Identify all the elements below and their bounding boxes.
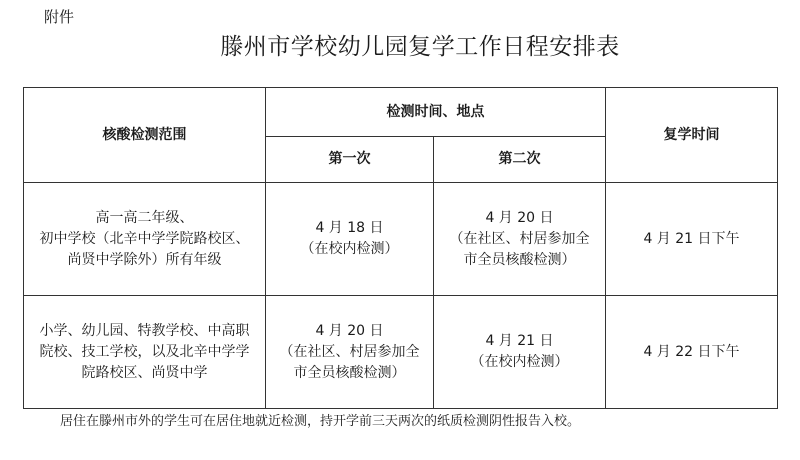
footnote: 居住在滕州市外的学生可在居住地就近检测，持开学前三天两次的纸质检测阴性报告入校。: [60, 414, 581, 429]
header-time-place: 检测时间、地点: [266, 88, 606, 137]
cell-line: 尚贤中学除外）所有年级: [67, 251, 222, 268]
attachment-label: 附件: [44, 8, 75, 26]
cell-line: 小学、幼儿园、特教学校、中高职: [39, 322, 250, 339]
cell-line: 市全员核酸检测）: [463, 251, 576, 268]
scope-cell: [24, 296, 266, 409]
scope-cell: [24, 183, 266, 296]
resume-time-cell: 4 月 21 日下午: [606, 183, 778, 296]
cell-line: 市全员核酸检测）: [293, 364, 406, 381]
second-test-cell: [434, 183, 606, 296]
first-test-cell: [266, 183, 434, 296]
cell-line: 4 月 20 日: [485, 209, 554, 226]
schedule-table: [23, 87, 778, 409]
cell-line: 院校、技工学校，以及北辛中学学: [39, 343, 250, 360]
cell-line: （在校内检测）: [470, 354, 569, 370]
table-header-row: [24, 88, 778, 137]
header-second-test: 第二次: [434, 137, 606, 183]
first-test-cell: [266, 296, 434, 409]
header-resume-time: 复学时间: [606, 88, 778, 183]
second-test-cell: [434, 296, 606, 409]
cell-line: （在社区、村居参加全: [449, 230, 590, 247]
cell-line: （在校内检测）: [300, 241, 399, 257]
cell-line: 4 月 21 日: [485, 333, 554, 349]
cell-line: 院路校区、尚贤中学: [81, 364, 208, 381]
cell-line: 高一高二年级、: [95, 209, 194, 226]
table-row: [24, 296, 778, 409]
header-first-test: 第一次: [266, 137, 434, 183]
cell-line: 初中学校（北辛中学学院路校区、: [39, 230, 250, 247]
cell-line: （在社区、村居参加全: [279, 343, 420, 360]
cell-line: 4 月 18 日: [315, 220, 384, 236]
page-title: 滕州市学校幼儿园复学工作日程安排表: [220, 34, 620, 60]
table-row: [24, 183, 778, 296]
cell-line: 4 月 20 日: [315, 322, 384, 339]
header-scope: 核酸检测范围: [24, 88, 266, 183]
resume-time-cell: 4 月 22 日下午: [606, 296, 778, 409]
